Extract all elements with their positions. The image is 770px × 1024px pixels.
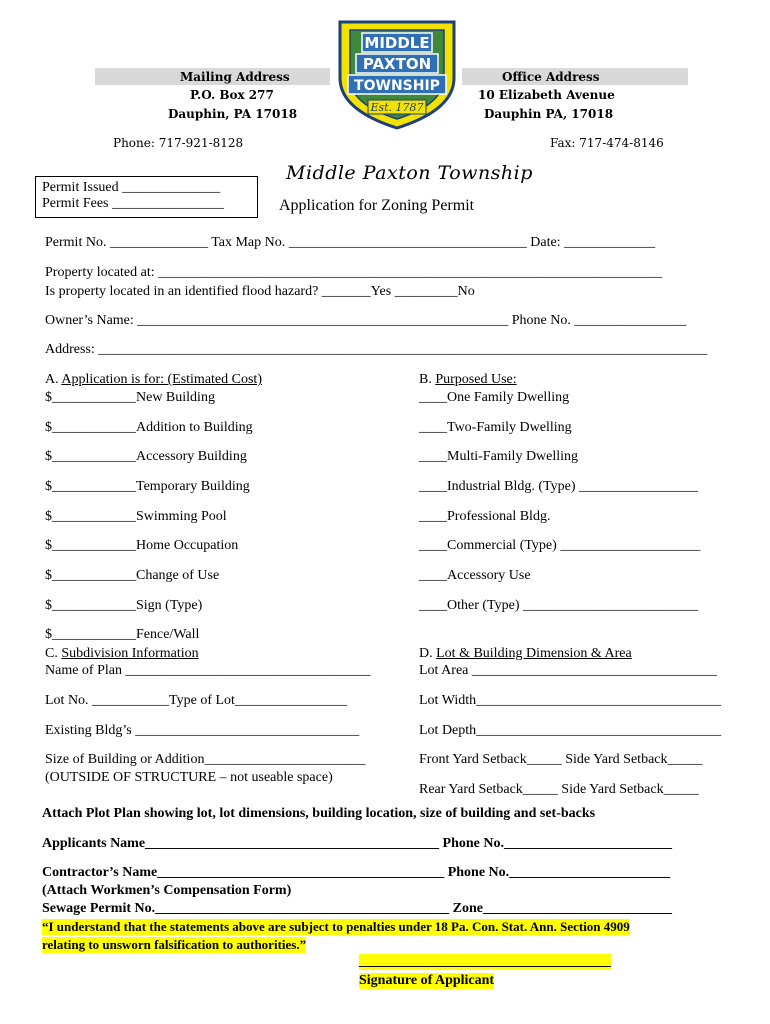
cost-item[interactable]: $____________New Building	[45, 390, 215, 405]
workmen-comp-note: (Attach Workmen’s Compensation Form)	[42, 883, 292, 898]
use-item[interactable]: ____Multi-Family Dwelling	[419, 449, 579, 464]
phone-number: Phone: 717-921-8128	[113, 136, 244, 150]
sewage-permit-line[interactable]: Sewage Permit No.__________________________________________ Zone___________________________	[42, 901, 672, 916]
front-side-setback-field[interactable]: Front Yard Setback_____ Side Yard Setback_____	[419, 752, 703, 767]
section-d-title: Lot & Building Dimension & Area	[436, 646, 632, 661]
use-item[interactable]: ____Professional Bldg.	[419, 509, 551, 524]
penalty-statement-line2: relating to unsworn falsification to authorities.”	[42, 937, 307, 952]
section-b-heading: B. Purposed Use:	[419, 372, 517, 387]
permit-issued-field[interactable]: Permit Issued ______________	[42, 180, 221, 195]
signature-line[interactable]: ____________________________________	[359, 954, 611, 969]
section-c-heading: C. Subdivision Information	[45, 646, 199, 661]
use-item[interactable]: ____Industrial Bldg. (Type) _________________	[419, 479, 698, 494]
logo-text-middle: MIDDLE	[364, 34, 430, 52]
cost-item[interactable]: $____________Home Occupation	[45, 538, 239, 553]
section-d-heading: D. Lot & Building Dimension & Area	[419, 646, 632, 661]
property-location-line[interactable]: Property located at: ________________________________________________________________________	[45, 265, 663, 280]
fax-number: Fax: 717-474-8146	[550, 136, 664, 150]
lot-depth-field[interactable]: Lot Depth___________________________________	[419, 723, 722, 738]
form-title: Application for Zoning Permit	[279, 197, 475, 214]
office-use-box	[35, 176, 258, 218]
name-of-plan-field[interactable]: Name of Plan ___________________________________	[45, 663, 371, 678]
lot-width-field[interactable]: Lot Width___________________________________	[419, 693, 722, 708]
flood-hazard-line[interactable]: Is property located in an identified flood hazard? _______Yes _________No	[45, 284, 475, 299]
cost-item[interactable]: $____________Accessory Building	[45, 449, 247, 464]
logo-text-paxton: PAXTON	[362, 55, 432, 73]
lot-area-field[interactable]: Lot Area ___________________________________	[419, 663, 717, 678]
logo-text-township: TOWNSHIP	[354, 78, 440, 94]
cost-item[interactable]: $____________Fence/Wall	[45, 627, 200, 642]
cost-item[interactable]: $____________Swimming Pool	[45, 509, 227, 524]
use-item[interactable]: ____Accessory Use	[419, 568, 531, 583]
logo-text-est: Est. 1787	[370, 101, 424, 114]
cost-item[interactable]: $____________Addition to Building	[45, 420, 253, 435]
use-item[interactable]: ____One Family Dwelling	[419, 390, 570, 405]
script-township-name: Middle Paxton Township	[286, 162, 533, 184]
contractor-name-line[interactable]: Contractor’s Name_________________________________________ Phone No._______________________	[42, 865, 671, 880]
penalty-statement-line1: “I understand that the statements above are subject to penalties under 18 Pa. Con. Stat. Ann. Section 4909	[42, 919, 630, 934]
office-title: Office Address	[502, 70, 600, 84]
office-line2: Dauphin PA, 17018	[484, 107, 614, 121]
office-line1: 10 Elizabeth Avenue	[478, 88, 615, 102]
use-item[interactable]: ____Commercial (Type) ____________________	[419, 538, 701, 553]
permit-fees-field[interactable]: Permit Fees ________________	[42, 196, 224, 211]
signature-label: Signature of Applicant	[359, 973, 495, 988]
section-c-title: Subdivision Information	[61, 646, 199, 661]
rear-side-setback-field[interactable]: Rear Yard Setback_____ Side Yard Setback_____	[419, 782, 699, 797]
permit-number-line[interactable]: Permit No. ______________ Tax Map No. __________________________________ Date: _____________	[45, 235, 656, 250]
mailing-title: Mailing Address	[180, 70, 290, 84]
applicant-name-line[interactable]: Applicants Name__________________________________________ Phone No.________________________	[42, 836, 673, 851]
section-a-heading: A. Application is for: (Estimated Cost)	[45, 372, 262, 387]
section-b-title: Purposed Use:	[435, 372, 517, 387]
mailing-line1: P.O. Box 277	[190, 88, 274, 102]
building-size-note: (OUTSIDE OF STRUCTURE – not useable space)	[45, 770, 333, 785]
mailing-line2: Dauphin, PA 17018	[168, 107, 298, 121]
building-size-field[interactable]: Size of Building or Addition_______________________	[45, 752, 366, 767]
existing-buildings-field[interactable]: Existing Bldg’s ________________________________	[45, 723, 360, 738]
use-item[interactable]: ____Other (Type) _________________________	[419, 598, 698, 613]
owner-name-line[interactable]: Owner’s Name: _____________________________________________________ Phone No. ________________	[45, 313, 687, 328]
township-logo	[332, 18, 462, 130]
cost-item[interactable]: $____________Sign (Type)	[45, 598, 203, 613]
cost-item[interactable]: $____________Change of Use	[45, 568, 220, 583]
attach-plot-instruction: Attach Plot Plan showing lot, lot dimensions, building location, size of building and set-backs	[42, 806, 596, 821]
lot-number-field[interactable]: Lot No. ___________Type of Lot________________	[45, 693, 347, 708]
section-a-title: Application is for: (Estimated Cost)	[61, 372, 262, 387]
use-item[interactable]: ____Two-Family Dwelling	[419, 420, 572, 435]
address-line[interactable]: Address: _______________________________________________________________________________________	[45, 342, 708, 357]
cost-item[interactable]: $____________Temporary Building	[45, 479, 250, 494]
